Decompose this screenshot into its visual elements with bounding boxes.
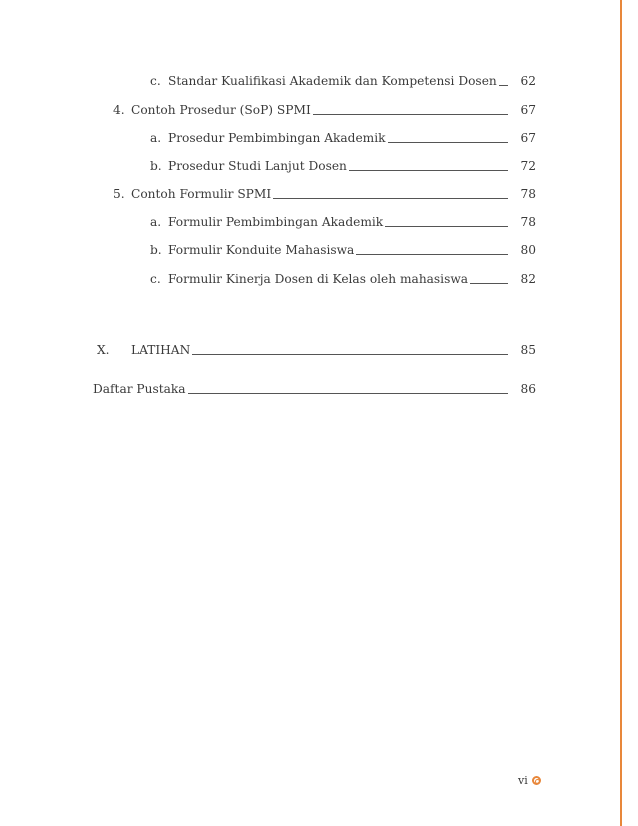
toc-leader-line xyxy=(273,198,508,199)
toc-leader-line xyxy=(388,142,508,143)
toc-entry[interactable] xyxy=(113,103,536,117)
toc-entry-title: Formulir Kinerja Dosen di Kelas oleh mahasiswa xyxy=(168,272,469,286)
toc-entry-number: c. xyxy=(150,272,161,286)
toc-entry-number: 5. xyxy=(113,187,125,201)
toc-entry[interactable] xyxy=(150,243,536,257)
ring-ornament-icon xyxy=(532,776,541,785)
toc-leader-line xyxy=(188,393,508,394)
toc-entry-page: 86 xyxy=(520,382,536,396)
toc-entry-page: 67 xyxy=(520,131,536,145)
toc-entry[interactable] xyxy=(150,272,536,286)
toc-leader-line xyxy=(470,283,508,284)
toc-entry-number: c. xyxy=(150,74,161,88)
page-footer xyxy=(518,774,541,787)
toc-entry-number: a. xyxy=(150,215,162,229)
toc-entry-title: Prosedur Pembimbingan Akademik xyxy=(168,131,386,145)
toc-entry[interactable] xyxy=(97,343,536,357)
toc-entry-page: 80 xyxy=(520,243,536,257)
toc-leader-line xyxy=(349,170,508,171)
toc-entry-title: Formulir Pembimbingan Akademik xyxy=(168,215,384,229)
page-number: vi xyxy=(518,774,528,787)
toc-entry-title: Formulir Konduite Mahasiswa xyxy=(168,243,355,257)
toc-entry-page: 82 xyxy=(520,272,536,286)
toc-entry-page: 72 xyxy=(520,159,536,173)
toc-entry[interactable] xyxy=(150,215,536,229)
toc-entry-number: X. xyxy=(97,343,110,357)
toc-entry[interactable] xyxy=(113,187,536,201)
toc-entry[interactable] xyxy=(150,159,536,173)
toc-entry-number: b. xyxy=(150,243,162,257)
toc-entry-page: 85 xyxy=(520,343,536,357)
toc-entry-title: LATIHAN xyxy=(131,343,191,357)
toc-entry-page: 78 xyxy=(520,215,536,229)
toc-leader-line xyxy=(385,226,508,227)
toc-entry-page: 78 xyxy=(520,187,536,201)
toc-leader-line xyxy=(313,114,508,115)
toc-entry-number: a. xyxy=(150,131,162,145)
toc-leader-line xyxy=(356,254,508,255)
toc-entry[interactable] xyxy=(93,382,536,396)
toc-entry-title: Standar Kualifikasi Akademik dan Kompetensi Dosen xyxy=(168,74,497,88)
toc-entry-title: Prosedur Studi Lanjut Dosen xyxy=(168,159,347,173)
toc-entry-title: Daftar Pustaka xyxy=(93,382,186,396)
toc-entry-number: b. xyxy=(150,159,162,173)
toc-leader-line xyxy=(499,85,508,86)
toc-entry-title: Contoh Prosedur (SoP) SPMI xyxy=(131,103,311,117)
toc-entry-number: 4. xyxy=(113,103,125,117)
toc-leader-line xyxy=(192,354,508,355)
toc-entry[interactable] xyxy=(150,131,536,145)
toc-entry-title: Contoh Formulir SPMI xyxy=(131,187,272,201)
toc-entry-page: 67 xyxy=(520,103,536,117)
toc-entry[interactable] xyxy=(150,74,536,88)
page-edge-accent-bar xyxy=(620,0,622,826)
toc-entry-page: 62 xyxy=(520,74,536,88)
